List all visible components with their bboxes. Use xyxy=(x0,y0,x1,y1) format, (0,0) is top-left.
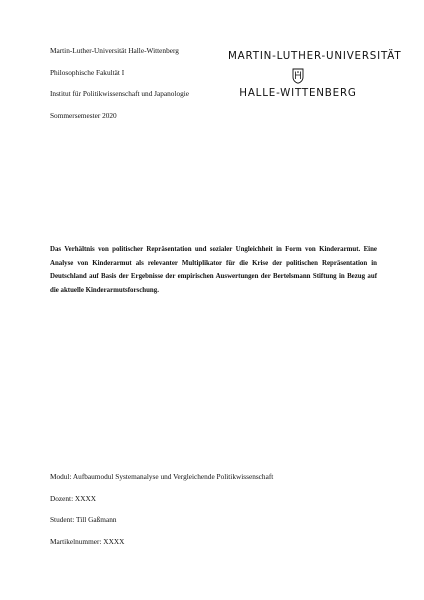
seal-icon xyxy=(291,68,305,84)
lecturer: Dozent: XXXX xyxy=(50,493,97,503)
institute-name: Institut für Politikwissenschaft und Japanologie xyxy=(50,89,190,98)
faculty-name: Philosophische Fakultät I xyxy=(50,67,125,77)
student-name: Student: Till Gaßmann xyxy=(50,515,117,524)
logo-text-top: MARTIN-LUTHER-UNIVERSITÄT xyxy=(228,50,402,62)
university-name: Martin-Luther-Universität Halle-Wittenberg xyxy=(50,46,179,55)
semester: Sommersemester 2020 xyxy=(50,110,117,120)
logo-text-bottom: HALLE-WITTENBERG xyxy=(239,87,357,99)
header-info xyxy=(50,47,189,133)
footer-info xyxy=(50,473,273,559)
matriculation-number: Martikelnummer: XXXX xyxy=(50,536,125,546)
university-logo xyxy=(228,50,402,110)
module-name: Modul: Aufbaumodul Systemanalyse und Vergleichende Politikwissenschaft xyxy=(50,472,274,481)
thesis-title: Das Verhältnis von politischer Repräsentation und sozialer Ungleichheit in Form von Kinderarmut. Eine Analyse von Kinderarmut als relevanter Multiplikator für die Krise der politischen Repräsentation in Deutschland auf Basis der Ergebnisse der empirischen Auswertungen der Bertelsmann Stiftung in Bezug auf die aktuelle Kinderarmutsforschung. xyxy=(50,246,377,294)
